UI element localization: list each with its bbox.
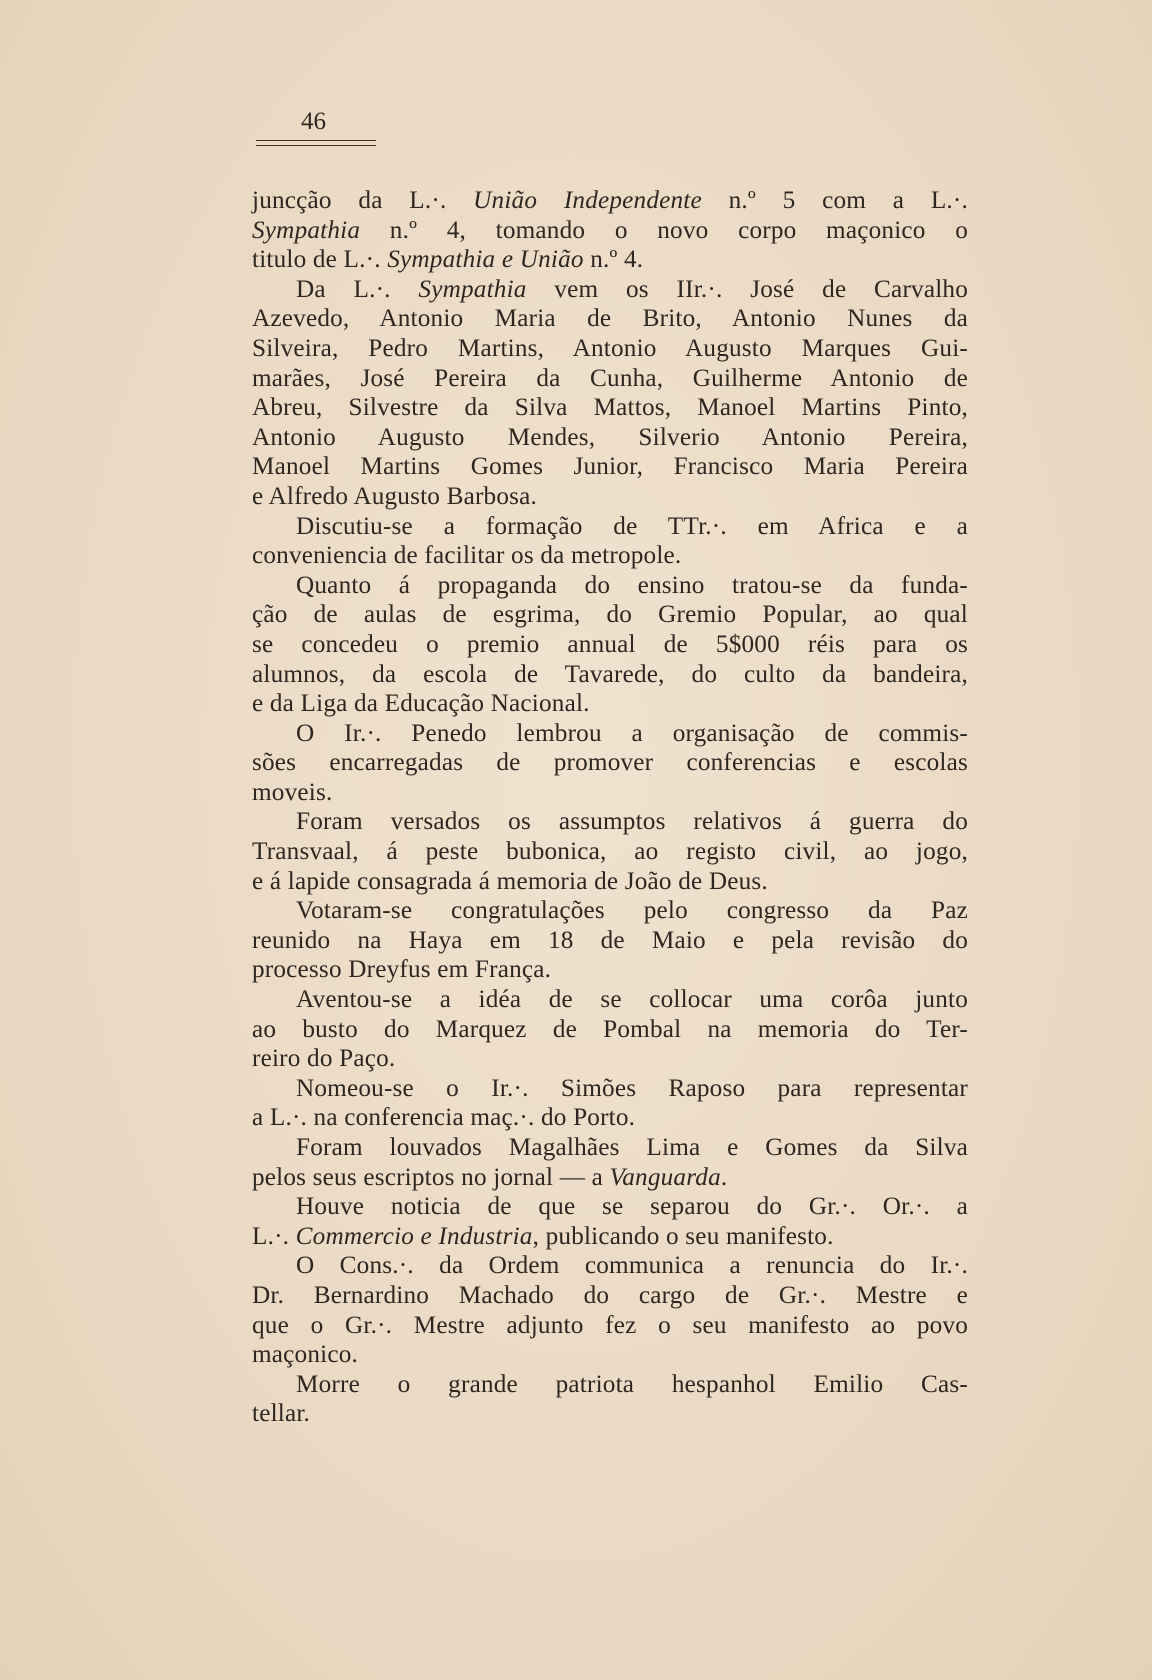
text-segment: n.º 4, tomando o novo corpo maçonico o [360,216,968,244]
text-line [252,512,968,542]
text-segment: Nomeou-se o Ir.·. Simões Raposo para representar [296,1074,968,1102]
text-line [252,600,968,630]
text-line [252,1340,968,1370]
text-line [252,216,968,246]
text-line [252,1370,968,1400]
text-line [252,364,968,394]
text-line [252,985,968,1015]
text-segment: Discutiu-se a formação de TTr.·. em Africa e a [296,512,968,540]
text-line [252,1251,968,1281]
text-segment: titulo de L.·. [252,246,388,274]
text-line [252,1103,968,1133]
text-line [252,423,968,453]
text-line [252,186,968,216]
italic-text: Sympathia [252,216,361,244]
text-segment: sões encarregadas de promover conferencias e escolas [252,749,968,777]
text-segment: Antonio Augusto Mendes, Silverio Antonio Pereira, [252,423,968,451]
text-segment: marães, José Pereira da Cunha, Guilherme Antonio de [252,364,968,392]
text-line [252,1281,968,1311]
text-segment: ao busto do Marquez de Pombal na memoria do Ter- [252,1015,968,1043]
text-line [252,807,968,837]
text-segment: Foram louvados Magalhães Lima e Gomes da Silva [296,1134,968,1161]
text-segment: conveniencia de facilitar os da metropole. [252,542,682,570]
text-segment: e á lapide consagrada á memoria de João de Deus. [252,867,768,895]
text-segment: Houve noticia de que se separou do Gr.·. Or.·. a [296,1193,968,1221]
text-segment: juncção da L.·. [252,187,474,214]
text-line [252,926,968,956]
text-segment: reiro do Paço. [252,1045,396,1073]
text-segment: n.º 4. [583,246,644,274]
text-line [252,955,968,985]
text-line [252,867,968,897]
text-line [252,1163,968,1193]
text-segment: alumnos, da escola de Tavarede, do culto da bandeira, [252,660,968,688]
text-segment: Morre o grande patriota hespanhol Emilio Cas- [296,1370,968,1398]
text-line [252,334,968,364]
text-segment: e Alfredo Augusto Barbosa. [252,482,538,510]
text-line [252,393,968,423]
text-line [252,660,968,690]
page-number: 46 [301,108,326,135]
text-line [252,689,968,719]
text-line [252,1222,968,1252]
text-segment: maçonico. [252,1341,359,1369]
text-segment: tellar. [252,1400,311,1428]
text-segment: processo Dreyfus em França. [252,956,552,984]
text-line [252,1015,968,1045]
text-segment: n.º 5 com a L.·. [701,187,968,214]
header-rule [256,140,376,141]
text-segment: , publicando o seu manifesto. [532,1222,834,1250]
text-line [252,778,968,808]
text-line [252,1133,968,1163]
italic-text: Sympathia e União [387,246,584,274]
text-segment: Transvaal, á peste bubonica, ao registo civil, ao jogo, [252,838,968,866]
text-line [252,571,968,601]
text-segment: Abreu, Silvestre da Silva Mattos, Manoel Martins Pinto, [252,394,968,422]
text-line [252,304,968,334]
text-line [252,719,968,749]
text-line [252,245,968,275]
text-segment: Foram versados os assumptos relativos á guerra do [296,808,968,836]
text-line [252,1074,968,1104]
text-segment: O Cons.·. da Ordem communica a renuncia do Ir.·. [296,1252,968,1280]
text-segment: se concedeu o premio annual de 5$000 réis para os [252,630,968,658]
text-segment: pelos seus escriptos no jornal — a [252,1163,610,1191]
text-line [252,1399,968,1429]
italic-text: Vanguarda [609,1163,721,1191]
text-segment: Votaram-se congratulações pelo congresso da Paz [296,897,968,925]
text-segment: Dr. Bernardino Machado do cargo de Gr.·. Mestre e [252,1281,968,1309]
text-segment: Azevedo, Antonio Maria de Brito, Antonio Nunes da [252,305,968,333]
text-segment: e da Liga da Educação Nacional. [252,690,590,718]
text-segment: L.·. [252,1222,296,1250]
text-segment: . [720,1163,728,1191]
text-line [252,896,968,926]
text-segment: O Ir.·. Penedo lembrou a organisação de commis- [296,719,968,747]
header-rule [256,145,376,146]
text-line [252,1044,968,1074]
text-line [252,482,968,512]
text-segment: Manoel Martins Gomes Junior, Francisco Maria Pereira [252,453,968,481]
text-segment: Aventou-se a idéa de se collocar uma corôa junto [296,986,968,1014]
text-line [252,748,968,778]
text-segment: reunido na Haya em 18 de Maio e pela revisão do [252,926,968,954]
text-line [252,837,968,867]
text-segment: Silveira, Pedro Martins, Antonio Augusto Marques Gui- [252,334,968,362]
body-text [252,186,968,1429]
italic-text: Sympathia [418,275,527,303]
text-line [252,630,968,660]
text-segment: Da L.·. [296,275,419,303]
text-line [252,275,968,305]
italic-text: Commercio e Industria [295,1222,533,1250]
text-line [252,1311,968,1341]
italic-text: União Independente [473,187,702,214]
text-segment: a L.·. na conferencia maç.·. do Porto. [252,1104,636,1132]
text-segment: vem os IIr.·. José de Carvalho [526,275,968,303]
text-line [252,452,968,482]
text-segment: ção de aulas de esgrima, do Gremio Popular, ao qual [252,601,968,629]
text-segment: que o Gr.·. Mestre adjunto fez o seu manifesto ao povo [252,1311,968,1339]
text-line [252,541,968,571]
text-line [252,1192,968,1222]
text-segment: moveis. [252,778,333,806]
text-segment: Quanto á propaganda do ensino tratou-se da funda- [296,571,968,599]
